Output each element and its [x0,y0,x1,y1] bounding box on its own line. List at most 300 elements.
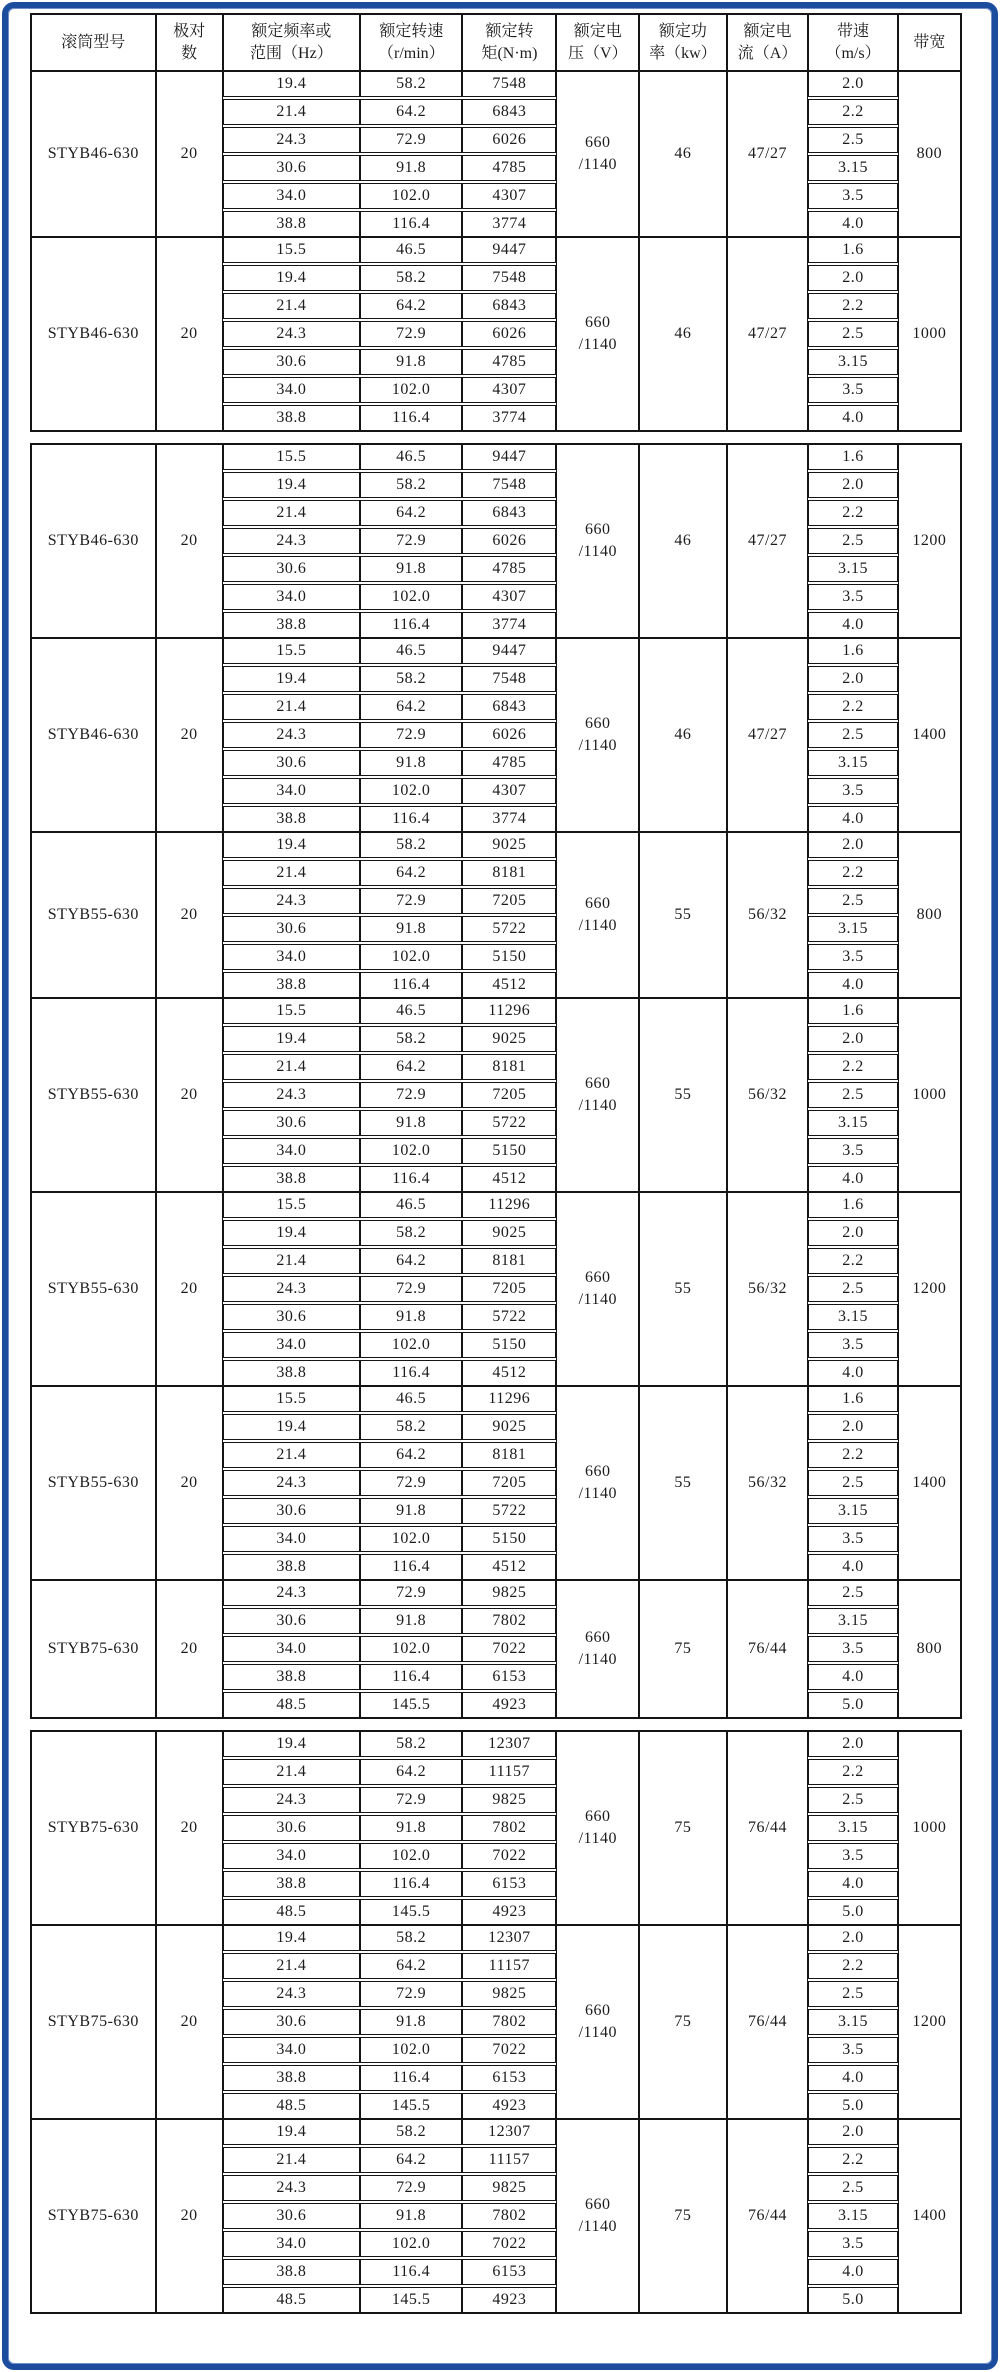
freq-speed-torque-row [223,1759,557,1785]
speed-cell: 102.0 [360,2037,462,2063]
freq-speed-torque-row [223,2065,557,2091]
belt-speed-cell: 3.15 [808,155,897,181]
belt-speed-cell: 2.0 [808,1925,897,1951]
frequency-cell: 38.8 [223,2065,361,2091]
torque-cell: 6026 [462,321,556,347]
speed-cell: 116.4 [360,405,462,431]
torque-cell: 5722 [462,1304,556,1330]
torque-cell: 4512 [462,972,556,998]
belt-speed-cell: 3.5 [808,2037,897,2063]
torque-cell: 6026 [462,528,556,554]
current-cell: 76/44 [727,1925,809,2119]
spec-block [31,1386,961,1580]
freq-speed-torque-row [223,998,557,1024]
speed-cell: 91.8 [360,349,462,375]
freq-speed-torque-row [223,1815,557,1841]
freq-speed-torque-row [223,1026,557,1052]
torque-cell: 7205 [462,1082,556,1108]
torque-cell: 4923 [462,2287,556,2313]
column-header-rated-speed-line: （r/min） [378,44,445,62]
torque-cell: 8181 [462,1248,556,1274]
torque-cell: 4512 [462,1554,556,1580]
frequency-cell: 21.4 [223,2147,361,2173]
frequency-cell: 24.3 [223,127,361,153]
freq-speed-torque-row [223,321,557,347]
freq-speed-torque-row [223,2009,557,2035]
voltage-line: 660 [585,2196,611,2214]
frequency-cell: 24.3 [223,321,361,347]
frequency-cell: 30.6 [223,1110,361,1136]
pole-pairs-cell: 20 [156,998,223,1192]
torque-cell: 6843 [462,500,556,526]
belt-width-cell: 800 [898,1580,961,1718]
frequency-cell: 21.4 [223,860,361,886]
frequency-cell: 30.6 [223,750,361,776]
speed-cell: 72.9 [360,1787,462,1813]
model-cell: STYB46-630 [31,444,156,638]
pole-pairs-cell: 20 [156,71,223,237]
speed-cell: 72.9 [360,321,462,347]
freq-speed-torque-row [223,2231,557,2257]
frequency-cell: 38.8 [223,405,361,431]
freq-speed-torque-row [223,444,557,470]
speed-cell: 145.5 [360,1692,462,1718]
voltage-cell [556,1580,639,1718]
belt-speed-cell: 2.5 [808,1082,897,1108]
freq-speed-torque-group [223,1925,557,2119]
freq-speed-torque-row [223,2147,557,2173]
speed-cell: 116.4 [360,1166,462,1192]
belt-width-cell: 800 [898,832,961,998]
speed-cell: 46.5 [360,638,462,664]
spec-block [31,998,961,1192]
frequency-cell: 24.3 [223,2175,361,2201]
pole-pairs-cell: 20 [156,1192,223,1386]
freq-speed-torque-row [223,1871,557,1897]
frequency-cell: 19.4 [223,472,361,498]
torque-cell: 7802 [462,1815,556,1841]
freq-speed-torque-row [223,1899,557,1925]
speed-cell: 46.5 [360,444,462,470]
frequency-cell: 30.6 [223,155,361,181]
frequency-cell: 38.8 [223,1664,361,1690]
belt-speed-cell: 3.15 [808,556,897,582]
speed-cell: 145.5 [360,2287,462,2313]
pole-pairs-cell: 20 [156,832,223,998]
spec-block [31,444,961,638]
torque-cell: 11157 [462,1759,556,1785]
column-header-belt-speed-line: （m/s） [825,44,881,62]
voltage-cell [556,2119,639,2313]
belt-speed-cell: 1.6 [808,444,897,470]
current-cell: 47/27 [727,237,809,431]
belt-speed-cell: 2.0 [808,1220,897,1246]
belt-speed-cell: 2.0 [808,1731,897,1757]
voltage-cell [556,832,639,998]
freq-speed-torque-row [223,349,557,375]
pole-pairs-cell: 20 [156,1580,223,1718]
current-cell: 76/44 [727,1731,809,1925]
belt-width-cell: 1000 [898,237,961,431]
freq-speed-torque-row [223,666,557,692]
freq-speed-torque-row [223,1386,557,1412]
pole-pairs-cell: 20 [156,638,223,832]
freq-speed-torque-row [223,860,557,886]
belt-speed-group [808,2119,897,2313]
freq-speed-torque-row [223,405,557,431]
belt-speed-cell: 2.0 [808,2119,897,2145]
frequency-cell: 24.3 [223,1787,361,1813]
belt-speed-cell: 2.2 [808,1248,897,1274]
belt-speed-cell: 3.5 [808,944,897,970]
freq-speed-torque-row [223,1138,557,1164]
speed-cell: 58.2 [360,666,462,692]
column-header-rated-torque [462,14,556,71]
freq-speed-torque-group [223,444,557,638]
current-cell: 76/44 [727,2119,809,2313]
belt-speed-cell: 2.5 [808,1580,897,1606]
freq-speed-torque-row [223,1580,557,1606]
freq-speed-torque-row [223,1554,557,1580]
frequency-cell: 24.3 [223,528,361,554]
belt-speed-group [808,638,897,832]
torque-cell: 4785 [462,750,556,776]
spec-block [31,71,961,237]
belt-speed-cell: 3.5 [808,584,897,610]
belt-speed-cell: 2.2 [808,99,897,125]
model-cell: STYB75-630 [31,1580,156,1718]
frequency-cell: 19.4 [223,1414,361,1440]
belt-speed-cell: 3.15 [808,2203,897,2229]
frequency-cell: 34.0 [223,183,361,209]
voltage-cell [556,444,639,638]
freq-speed-torque-row [223,612,557,638]
speed-cell: 145.5 [360,2093,462,2119]
frequency-cell: 24.3 [223,722,361,748]
belt-width-cell: 1000 [898,998,961,1192]
frequency-cell: 21.4 [223,1054,361,1080]
spec-block [31,1580,961,1718]
freq-speed-torque-row [223,1414,557,1440]
frequency-cell: 38.8 [223,1166,361,1192]
voltage-cell [556,998,639,1192]
freq-speed-torque-row [223,155,557,181]
voltage-line: 660 [585,895,611,913]
torque-cell: 11296 [462,1192,556,1218]
speed-cell: 64.2 [360,1759,462,1785]
speed-cell: 46.5 [360,1192,462,1218]
belt-width-cell: 1400 [898,638,961,832]
belt-speed-cell: 3.15 [808,1304,897,1330]
current-cell: 47/27 [727,71,809,237]
column-header-rated-power [639,14,726,71]
speed-cell: 102.0 [360,944,462,970]
column-header-rated-current-line: 额定电 [743,22,792,40]
freq-speed-torque-row [223,183,557,209]
speed-cell: 72.9 [360,1082,462,1108]
torque-cell: 11296 [462,1386,556,1412]
frequency-cell: 30.6 [223,1815,361,1841]
belt-speed-cell: 1.6 [808,237,897,263]
voltage-line: /1140 [578,2218,617,2235]
speed-cell: 64.2 [360,860,462,886]
freq-speed-torque-row [223,1664,557,1690]
column-header-rated-frequency-line: 额定频率或 [251,22,332,40]
belt-speed-cell: 5.0 [808,1899,897,1925]
frequency-cell: 30.6 [223,2203,361,2229]
voltage-line: 660 [585,1075,611,1093]
belt-speed-cell: 3.15 [808,1110,897,1136]
frequency-cell: 34.0 [223,2037,361,2063]
table-section [30,443,962,1719]
torque-cell: 8181 [462,860,556,886]
speed-cell: 116.4 [360,2259,462,2285]
freq-speed-torque-group [223,1580,557,1718]
pole-pairs-cell: 20 [156,237,223,431]
spec-block [31,2119,961,2313]
speed-cell: 102.0 [360,778,462,804]
speed-cell: 102.0 [360,183,462,209]
belt-speed-group [808,832,897,998]
speed-cell: 58.2 [360,832,462,858]
belt-speed-cell: 2.5 [808,722,897,748]
column-header-belt-speed [808,14,897,71]
belt-speed-cell: 4.0 [808,612,897,638]
voltage-cell [556,1731,639,1925]
torque-cell: 3774 [462,612,556,638]
belt-speed-cell: 4.0 [808,1664,897,1690]
belt-speed-cell: 4.0 [808,405,897,431]
belt-speed-cell: 2.2 [808,1759,897,1785]
voltage-line: /1140 [578,543,617,560]
model-cell: STYB75-630 [31,1925,156,2119]
voltage-cell [556,1386,639,1580]
belt-speed-group [808,71,897,237]
voltage-line: /1140 [578,1485,617,1502]
belt-speed-cell: 3.15 [808,1815,897,1841]
freq-speed-torque-row [223,127,557,153]
torque-cell: 8181 [462,1054,556,1080]
voltage-line: 660 [585,2002,611,2020]
speed-cell: 72.9 [360,1470,462,1496]
current-cell: 56/32 [727,998,809,1192]
torque-cell: 7022 [462,2231,556,2257]
belt-speed-cell: 4.0 [808,1360,897,1386]
freq-speed-torque-group [223,1731,557,1925]
belt-speed-cell: 1.6 [808,998,897,1024]
freq-speed-torque-row [223,1220,557,1246]
belt-width-cell: 1200 [898,1925,961,2119]
torque-cell: 9025 [462,1414,556,1440]
frequency-cell: 19.4 [223,71,361,97]
frequency-cell: 21.4 [223,1248,361,1274]
freq-speed-torque-row [223,556,557,582]
column-header-rated-power-line: 率（kw） [649,44,717,62]
belt-speed-cell: 3.15 [808,349,897,375]
column-header-rated-current-line: 流（A） [737,44,798,62]
speed-cell: 102.0 [360,1526,462,1552]
spec-block [31,638,961,832]
speed-cell: 58.2 [360,1220,462,1246]
voltage-line: /1140 [578,1651,617,1668]
torque-cell: 7022 [462,1636,556,1662]
freq-speed-torque-row [223,1608,557,1634]
frequency-cell: 15.5 [223,1386,361,1412]
torque-cell: 4512 [462,1166,556,1192]
torque-cell: 9447 [462,638,556,664]
frequency-cell: 19.4 [223,1220,361,1246]
column-header-rated-power-line: 额定功 [658,22,707,40]
belt-speed-cell: 4.0 [808,2259,897,2285]
frequency-cell: 30.6 [223,2009,361,2035]
belt-speed-cell: 5.0 [808,2093,897,2119]
frequency-cell: 30.6 [223,1498,361,1524]
torque-cell: 6026 [462,127,556,153]
torque-cell: 4785 [462,155,556,181]
belt-speed-group [808,998,897,1192]
frequency-cell: 15.5 [223,638,361,664]
belt-speed-group [808,1386,897,1580]
freq-speed-torque-group [223,237,557,431]
frequency-cell: 30.6 [223,556,361,582]
torque-cell: 5150 [462,944,556,970]
frequency-cell: 38.8 [223,806,361,832]
voltage-line: /1140 [578,1291,617,1308]
belt-speed-cell: 2.2 [808,293,897,319]
frequency-cell: 38.8 [223,1554,361,1580]
belt-speed-cell: 4.0 [808,1166,897,1192]
freq-speed-torque-row [223,71,557,97]
torque-cell: 4512 [462,1360,556,1386]
frequency-cell: 19.4 [223,1026,361,1052]
frequency-cell: 34.0 [223,584,361,610]
belt-speed-cell: 3.15 [808,2009,897,2035]
speed-cell: 91.8 [360,1498,462,1524]
freq-speed-torque-row [223,1082,557,1108]
model-cell: STYB46-630 [31,237,156,431]
power-cell: 75 [639,2119,726,2313]
belt-speed-cell: 2.0 [808,1414,897,1440]
torque-cell: 9825 [462,1580,556,1606]
torque-cell: 4307 [462,377,556,403]
speed-cell: 116.4 [360,1664,462,1690]
belt-speed-cell: 4.0 [808,1871,897,1897]
table-header-row [31,14,961,71]
torque-cell: 9447 [462,444,556,470]
pole-pairs-cell: 20 [156,1731,223,1925]
freq-speed-torque-row [223,2259,557,2285]
frequency-cell: 19.4 [223,832,361,858]
frequency-cell: 15.5 [223,444,361,470]
torque-cell: 12307 [462,1731,556,1757]
frequency-cell: 34.0 [223,944,361,970]
frequency-cell: 21.4 [223,500,361,526]
speed-cell: 102.0 [360,377,462,403]
torque-cell: 5722 [462,1498,556,1524]
speed-cell: 64.2 [360,1248,462,1274]
freq-speed-torque-row [223,1192,557,1218]
frequency-cell: 38.8 [223,1360,361,1386]
torque-cell: 7802 [462,1608,556,1634]
belt-speed-group [808,444,897,638]
model-cell: STYB55-630 [31,1386,156,1580]
power-cell: 46 [639,71,726,237]
freq-speed-torque-row [223,1470,557,1496]
voltage-line: 660 [585,1629,611,1647]
speed-cell: 72.9 [360,1276,462,1302]
frequency-cell: 30.6 [223,916,361,942]
belt-speed-cell: 3.15 [808,750,897,776]
freq-speed-torque-row [223,1731,557,1757]
column-header-rated-voltage-line: 压（V） [568,44,628,62]
speed-cell: 91.8 [360,750,462,776]
torque-cell: 9825 [462,1981,556,2007]
freq-speed-torque-row [223,99,557,125]
freq-speed-torque-row [223,1843,557,1869]
belt-speed-cell: 2.2 [808,1442,897,1468]
freq-speed-torque-row [223,944,557,970]
power-cell: 55 [639,1192,726,1386]
column-header-rated-current [727,14,809,71]
speed-cell: 145.5 [360,1899,462,1925]
freq-speed-torque-row [223,1110,557,1136]
speed-cell: 46.5 [360,998,462,1024]
belt-speed-cell: 3.5 [808,1138,897,1164]
torque-cell: 3774 [462,405,556,431]
pole-pairs-cell: 20 [156,2119,223,2313]
belt-speed-cell: 2.5 [808,1787,897,1813]
spec-block [31,1925,961,2119]
frequency-cell: 15.5 [223,998,361,1024]
freq-speed-torque-row [223,750,557,776]
frequency-cell: 34.0 [223,1138,361,1164]
speed-cell: 64.2 [360,1054,462,1080]
freq-speed-torque-row [223,237,557,263]
power-cell: 55 [639,998,726,1192]
belt-speed-cell: 4.0 [808,1554,897,1580]
torque-cell: 6843 [462,99,556,125]
freq-speed-torque-row [223,1442,557,1468]
belt-speed-cell: 2.0 [808,666,897,692]
frequency-cell: 38.8 [223,612,361,638]
torque-cell: 6153 [462,1664,556,1690]
speed-cell: 72.9 [360,1981,462,2007]
belt-speed-cell: 2.2 [808,694,897,720]
speed-cell: 91.8 [360,1608,462,1634]
torque-cell: 7548 [462,265,556,291]
belt-speed-cell: 3.5 [808,377,897,403]
speed-cell: 46.5 [360,1386,462,1412]
power-cell: 75 [639,1925,726,2119]
torque-cell: 7802 [462,2009,556,2035]
belt-speed-cell: 1.6 [808,638,897,664]
frequency-cell: 24.3 [223,1276,361,1302]
voltage-cell [556,1925,639,2119]
freq-speed-torque-row [223,2119,557,2145]
belt-speed-cell: 4.0 [808,211,897,237]
freq-speed-torque-row [223,806,557,832]
freq-speed-torque-row [223,972,557,998]
freq-speed-torque-group [223,832,557,998]
belt-speed-cell: 2.0 [808,832,897,858]
power-cell: 46 [639,237,726,431]
belt-speed-cell: 1.6 [808,1192,897,1218]
model-cell: STYB75-630 [31,1731,156,1925]
freq-speed-torque-row [223,1360,557,1386]
speed-cell: 58.2 [360,472,462,498]
torque-cell: 7802 [462,2203,556,2229]
current-cell: 56/32 [727,1192,809,1386]
